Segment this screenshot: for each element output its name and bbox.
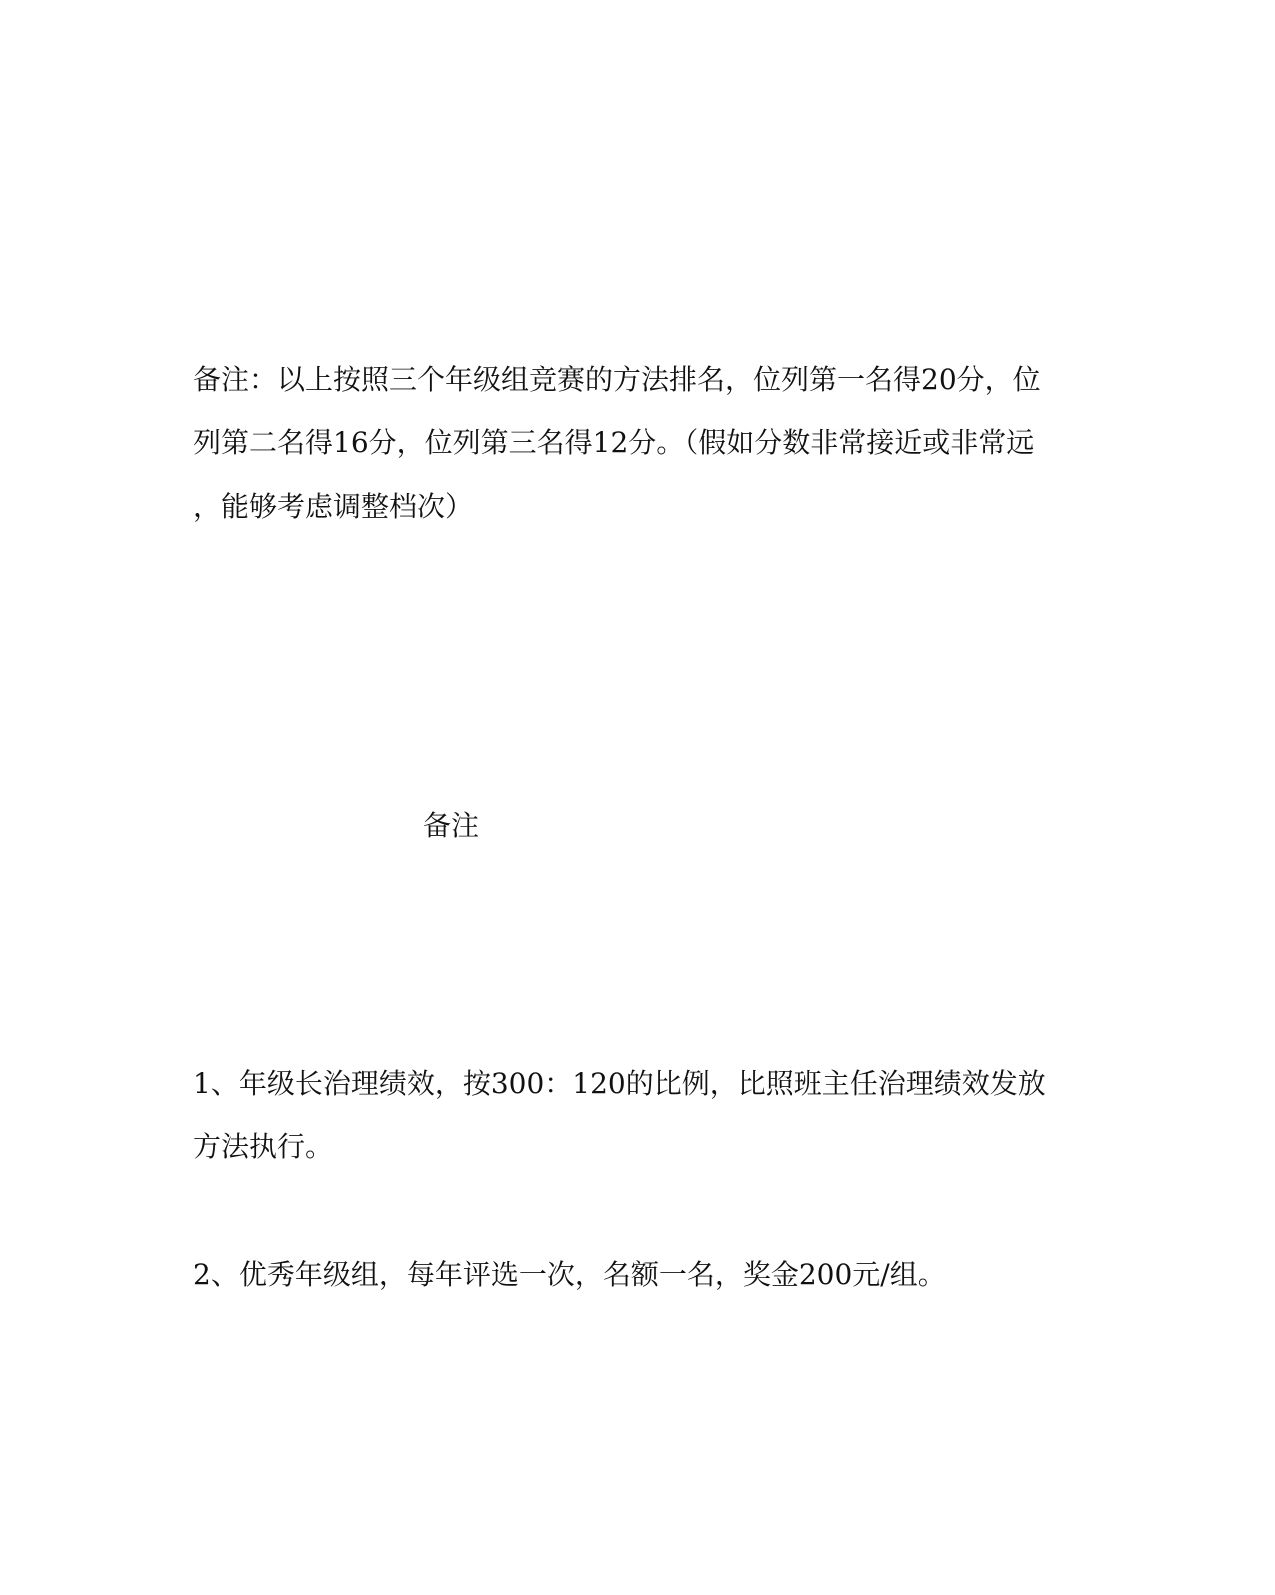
- list-item-1-line-1: 1、年级长治理绩效，按300：120的比例，比照班主任治理绩效发放: [193, 1067, 1046, 1100]
- note-paragraph-line-1: 备注：以上按照三个年级组竞赛的方法排名，位列第一名得20分，位: [193, 363, 1041, 396]
- note-paragraph-line-3: ，能够考虑调整档次）: [193, 490, 474, 523]
- list-item-2: 2、优秀年级组，每年评选一次，名额一名，奖金200元/组。: [193, 1258, 946, 1291]
- note-heading: 备注: [423, 809, 480, 842]
- list-item-1-line-2: 方法执行。: [193, 1130, 334, 1163]
- note-paragraph-line-2: 列第二名得16分，位列第三名得12分。（假如分数非常接近或非常远: [193, 426, 1035, 459]
